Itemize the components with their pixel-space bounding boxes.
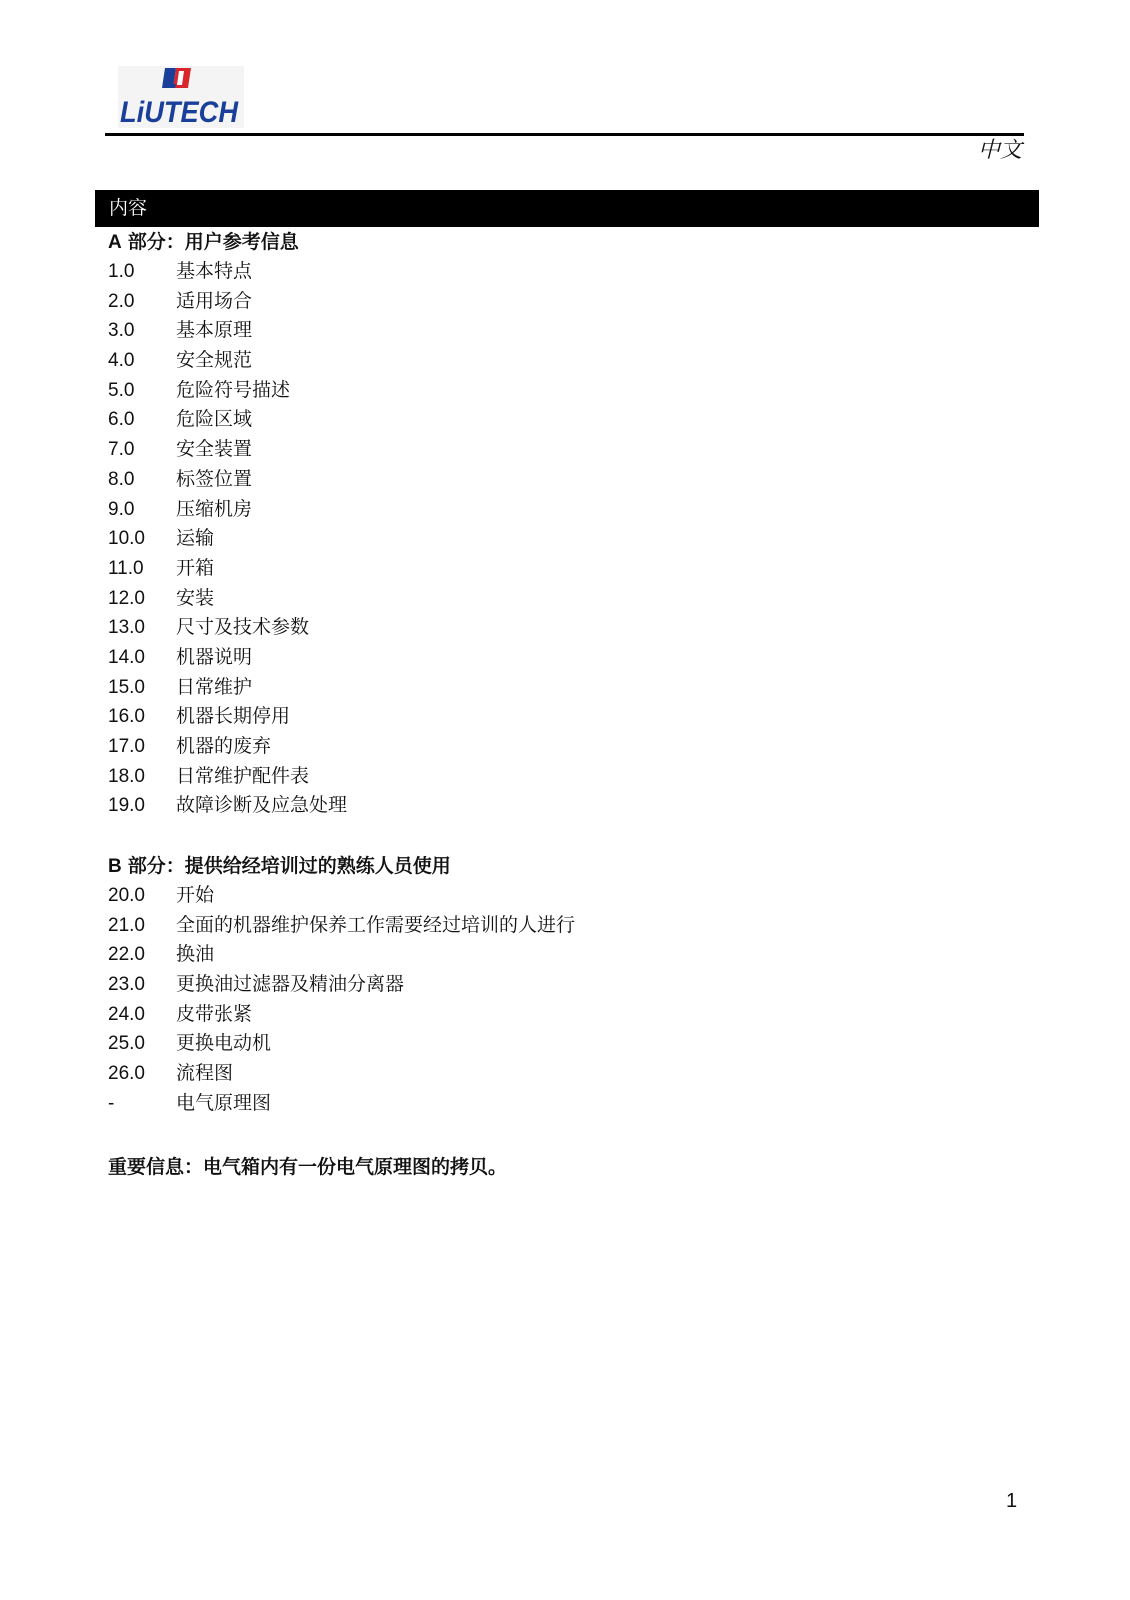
toc-item-number: 19.0 xyxy=(108,795,145,817)
toc-item-number: 26.0 xyxy=(108,1063,145,1085)
part-b-heading xyxy=(108,851,451,881)
toc-item-number: 22.0 xyxy=(108,944,145,966)
toc-item xyxy=(108,316,347,346)
toc-item xyxy=(108,405,347,435)
toc-item-number: 23.0 xyxy=(108,974,145,996)
toc-item-label: 换油 xyxy=(176,943,215,966)
important-note: 重要信息：电气箱内有一份电气原理图的拷贝。 xyxy=(108,1156,508,1178)
toc-item xyxy=(108,1029,575,1059)
toc-item-number: 12.0 xyxy=(108,587,145,609)
contents-title-bar xyxy=(95,190,1039,227)
toc-item xyxy=(108,554,347,584)
toc-item xyxy=(108,376,347,406)
toc-item xyxy=(108,911,575,941)
toc-item-label: 危险区域 xyxy=(176,408,253,431)
toc-item-label: 安全装置 xyxy=(176,438,253,461)
toc-item-label: 危险符号描述 xyxy=(176,378,291,401)
toc-item xyxy=(108,524,347,554)
toc-item-label: 机器长期停用 xyxy=(176,705,291,728)
toc-item-label: 压缩机房 xyxy=(176,497,253,520)
logo-wordmark: LiUTECH xyxy=(120,96,240,128)
toc-item-number: 1.0 xyxy=(108,261,135,282)
toc-item xyxy=(108,495,347,525)
toc-item-number: 18.0 xyxy=(108,765,145,787)
toc-item-label: 电气原理图 xyxy=(176,1091,272,1114)
toc-item xyxy=(108,1000,575,1030)
toc-item-label: 开箱 xyxy=(176,556,215,579)
toc-item-label: 尺寸及技术参数 xyxy=(176,616,310,639)
toc-item-label: 更换电动机 xyxy=(176,1032,272,1055)
language-label: 中文 xyxy=(977,138,1022,163)
toc-item-number: 17.0 xyxy=(108,736,145,757)
toc-item-label: 流程图 xyxy=(176,1062,234,1085)
toc-item-number: 6.0 xyxy=(108,409,135,431)
toc-item-label: 适用场合 xyxy=(176,289,253,312)
toc-item xyxy=(108,435,347,465)
toc-item-label: 更换油过滤器及精油分离器 xyxy=(176,973,405,996)
toc-item xyxy=(108,791,347,821)
toc-item-label: 日常维护配件表 xyxy=(176,764,310,787)
part-a-letter: A xyxy=(108,232,122,253)
toc-item xyxy=(108,584,347,614)
toc-item-number: 20.0 xyxy=(108,885,145,906)
header-rule xyxy=(105,133,1024,136)
toc-item xyxy=(108,643,347,673)
toc-item-number: 15.0 xyxy=(108,676,145,698)
part-a-list xyxy=(108,257,347,821)
part-b-list xyxy=(108,881,575,1119)
toc-item-number: 7.0 xyxy=(108,439,135,461)
toc-item-label: 机器的废弃 xyxy=(176,735,272,757)
toc-item-number: 14.0 xyxy=(108,646,145,668)
toc-item-label: 基本特点 xyxy=(176,260,253,282)
toc-item-number: 8.0 xyxy=(108,468,135,490)
toc-item-label: 故障诊断及应急处理 xyxy=(176,794,348,817)
toc-item xyxy=(108,702,347,732)
toc-item-number: - xyxy=(108,1092,115,1114)
toc-item-label: 安全规范 xyxy=(176,349,253,372)
toc-item xyxy=(108,940,575,970)
toc-item-label: 开始 xyxy=(176,884,215,906)
toc-item xyxy=(108,673,347,703)
liutech-logo xyxy=(118,66,244,128)
toc-item xyxy=(108,346,347,376)
toc-item xyxy=(108,257,347,287)
page-number: 1 xyxy=(1006,1490,1018,1512)
toc-item-number: 21.0 xyxy=(108,914,145,936)
toc-item-label: 日常维护 xyxy=(176,675,253,698)
part-a-title: 部分：用户参考信息 xyxy=(127,231,299,253)
toc-item-label: 标签位置 xyxy=(176,467,253,490)
toc-item-label: 运输 xyxy=(176,527,215,550)
toc-item-label: 基本原理 xyxy=(176,319,253,342)
toc-item-number: 3.0 xyxy=(108,320,135,342)
toc-item-label: 全面的机器维护保养工作需要经过培训的人进行 xyxy=(176,913,576,936)
toc-item-number: 25.0 xyxy=(108,1033,145,1055)
toc-item-number: 13.0 xyxy=(108,617,145,639)
toc-item-number: 10.0 xyxy=(108,528,145,550)
toc-item xyxy=(108,1059,575,1089)
contents-title: 内容 xyxy=(109,197,148,219)
toc-item-number: 24.0 xyxy=(108,1003,145,1025)
toc-item xyxy=(108,732,347,762)
part-b-letter: B xyxy=(108,856,122,877)
toc-item-number: 5.0 xyxy=(108,379,135,401)
toc-item xyxy=(108,762,347,792)
toc-item-number: 11.0 xyxy=(108,557,144,579)
part-a-heading xyxy=(108,227,299,257)
toc-item-number: 16.0 xyxy=(108,706,145,728)
toc-item xyxy=(108,1089,575,1119)
toc-item-label: 安装 xyxy=(176,586,215,609)
toc-item-number: 2.0 xyxy=(108,290,135,312)
toc-item xyxy=(108,613,347,643)
toc-item-label: 皮带张紧 xyxy=(176,1002,253,1025)
toc-item-label: 机器说明 xyxy=(176,645,253,668)
toc-item xyxy=(108,970,575,1000)
toc-item-number: 4.0 xyxy=(108,350,135,372)
logo-mark-icon xyxy=(162,68,191,88)
toc-item xyxy=(108,287,347,317)
toc-item-number: 9.0 xyxy=(108,498,135,520)
toc-item xyxy=(108,465,347,495)
part-b-title: 部分：提供给经培训过的熟练人员使用 xyxy=(127,855,451,877)
toc-item xyxy=(108,881,575,911)
